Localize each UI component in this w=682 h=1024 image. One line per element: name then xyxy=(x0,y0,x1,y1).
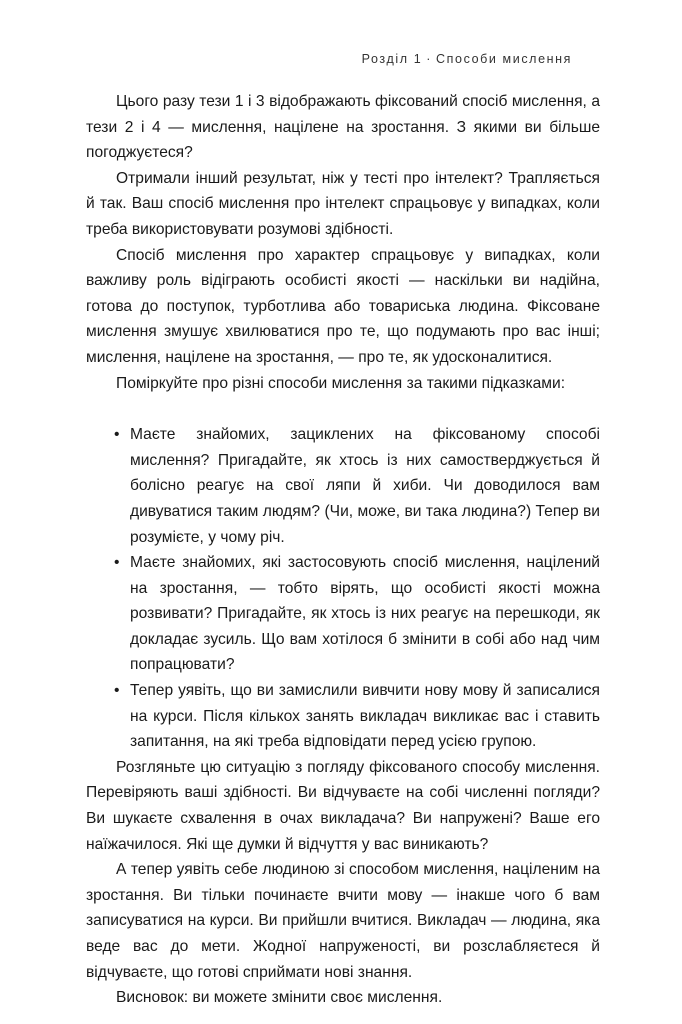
bullet-marker: • xyxy=(114,554,120,572)
bullet-text: Маєте знайомих, які застосовують спосіб мислення, націлений на зростання, — тобто вірять, що особисті якості можна розвивати? Пригадайте, як хтось із них реагує на перешкоди, як докладає зусиль. Що вам хотілося б змінити в собі або над чим попрацювати? xyxy=(130,554,600,674)
bullet-list xyxy=(86,422,600,755)
bullet-item xyxy=(86,550,600,678)
bullet-item xyxy=(86,678,600,755)
header-separator: · xyxy=(426,52,433,66)
bullet-text: Тепер уявіть, що ви замислили вивчити нову мову й записалися на курси. Після кількох занять викладач викликає вас і ставить запитання, на які треба відповідати перед усією групою. xyxy=(130,682,600,751)
running-header xyxy=(362,52,572,66)
paragraph: Отримали інший результат, ніж у тесті про інтелект? Трапляється й так. Ваш спосіб мислення про інтелект спрацьовує у випадках, коли треба використовувати розумові здібності. xyxy=(86,169,600,238)
bullet-item xyxy=(86,422,600,550)
paragraph: Поміркуйте про різні способи мислення за такими підказками: xyxy=(116,374,566,392)
sub-paragraph: А тепер уявіть себе людиною зі способом мислення, націленим на зростання. Ви тільки починаєте вчити мову — інакше чого б вам записуватися на курси. Ви прийшли вчитися. Викладач — людина, яка веде вас до мети. Жодної напруженості, ви розслабляєтеся й відчуваєте, що готові сприймати нові знання. xyxy=(86,861,600,981)
bullet-text: Маєте знайомих, зациклених на фіксованому способі мислення? Пригадайте, як хтось із них самостверджується й болісно реагує на свої ляпи й хиби. Чи доводилося вам дивуватися таким людям? (Чи, може, ви така людина?) Тепер ви розумієте, у чому річ. xyxy=(130,426,600,546)
chapter-label: Розділ 1 xyxy=(361,52,423,66)
sub-paragraph: Розгляньте цю ситуацію з погляду фіксованого способу мислення. Перевіряють ваші здібності. Ви відчуваєте на собі численні погляди? Ви шукаєте схвалення в очах викладача? Ви напружені? Ваше его наїжачилося. Які ще думки й відчуття у вас виникають? xyxy=(86,758,600,853)
paragraph: Спосіб мислення про характер спрацьовує у випадках, коли важливу роль відіграють особисті якості — наскільки ви надійна, готова до поступок, турботлива або товариська людина. Фіксоване мислення змушує хвилюватися про те, що подумають про вас інші; мислення, націлене на зростання, — про те, як удосконалитися. xyxy=(86,246,600,366)
section-title: Способи мислення xyxy=(436,52,572,66)
paragraph: Цього разу тези 1 і 3 відображають фіксований спосіб мислення, а тези 2 і 4 — мислення, націлене на зростання. З якими ви більше погоджуєтеся? xyxy=(86,93,600,162)
body-text xyxy=(86,89,600,1011)
bullet-marker: • xyxy=(114,682,120,700)
bullet-marker: • xyxy=(114,426,120,444)
conclusion: Висновок: ви можете змінити своє мислення. xyxy=(116,989,443,1007)
